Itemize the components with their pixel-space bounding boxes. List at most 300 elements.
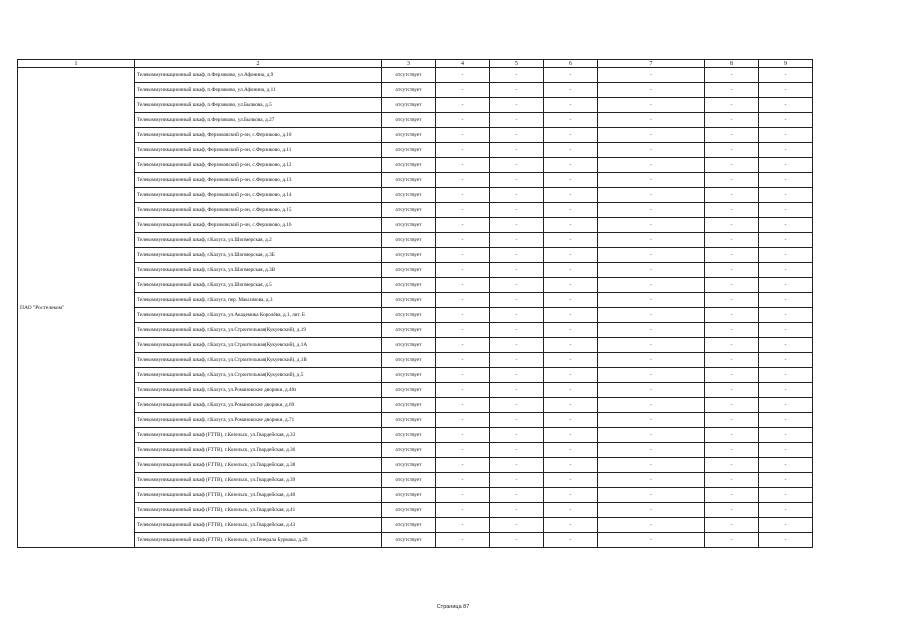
value-cell-col4: - [436,338,490,353]
status-cell: отсутствует [382,518,436,533]
value-cell-col5: - [490,68,544,83]
value-cell-col7: - [598,263,705,278]
value-cell-col5: - [490,338,544,353]
object-name-cell: Телекоммуникационный шкаф, г.Калуга, ул.Романовские дворики, д.40з [135,383,382,398]
value-cell-col4: - [436,218,490,233]
value-cell-col6: - [544,443,598,458]
status-cell: отсутствует [382,83,436,98]
status-cell: отсутствует [382,413,436,428]
value-cell-col7: - [598,173,705,188]
value-cell-col4: - [436,518,490,533]
status-cell: отсутствует [382,458,436,473]
value-cell-col8: - [705,368,759,383]
object-name-cell: Телекоммуникационный шкаф, г.Калуга, ул.Романовские дворики, д.69 [135,398,382,413]
table-row [18,158,813,173]
table-body [18,68,813,548]
value-cell-col5: - [490,398,544,413]
column-header-6: 6 [544,60,598,68]
object-name-cell: Телекоммуникационный шкаф, п.Ферзиково, ул.Бычкова, д.27 [135,113,382,128]
value-cell-col9: - [759,533,813,548]
value-cell-col6: - [544,263,598,278]
value-cell-col5: - [490,413,544,428]
value-cell-col7: - [598,188,705,203]
value-cell-col7: - [598,83,705,98]
value-cell-col9: - [759,188,813,203]
value-cell-col6: - [544,338,598,353]
value-cell-col8: - [705,128,759,143]
value-cell-col6: - [544,398,598,413]
value-cell-col7: - [598,98,705,113]
value-cell-col5: - [490,188,544,203]
status-cell: отсутствует [382,323,436,338]
table-row [18,263,813,278]
value-cell-col8: - [705,338,759,353]
status-cell: отсутствует [382,533,436,548]
value-cell-col9: - [759,428,813,443]
value-cell-col5: - [490,83,544,98]
value-cell-col9: - [759,68,813,83]
organization-cell: ПАО "Ростелеком" [18,68,135,548]
table-row [18,428,813,443]
status-cell: отсутствует [382,383,436,398]
value-cell-col7: - [598,158,705,173]
value-cell-col5: - [490,308,544,323]
table-row [18,128,813,143]
value-cell-col9: - [759,248,813,263]
value-cell-col4: - [436,473,490,488]
value-cell-col4: - [436,398,490,413]
value-cell-col9: - [759,263,813,278]
value-cell-col4: - [436,488,490,503]
table-row [18,503,813,518]
value-cell-col7: - [598,143,705,158]
object-name-cell: Телекоммуникационный шкаф (FTTB), г.Козельск, ул.Гвардейская, д.38 [135,458,382,473]
status-cell: отсутствует [382,308,436,323]
table-row [18,458,813,473]
object-name-cell: Телекоммуникационный шкаф, Ферзиковский р-он, с.Ферзиково, д.10 [135,128,382,143]
value-cell-col5: - [490,323,544,338]
table-row [18,413,813,428]
value-cell-col5: - [490,143,544,158]
table-row [18,473,813,488]
table-row [18,443,813,458]
object-name-cell: Телекоммуникационный шкаф (FTTB), г.Козельск, ул.Генерала Бурмака, д.20 [135,533,382,548]
value-cell-col4: - [436,128,490,143]
value-cell-col4: - [436,173,490,188]
value-cell-col4: - [436,353,490,368]
object-name-cell: Телекоммуникационный шкаф, г.Калуга, ул.Шопмерская, д.3В [135,263,382,278]
value-cell-col4: - [436,113,490,128]
status-cell: отсутствует [382,68,436,83]
value-cell-col7: - [598,503,705,518]
status-cell: отсутствует [382,233,436,248]
object-name-cell: Телекоммуникационный шкаф, г.Калуга, ул.Романовские дворики, д.71 [135,413,382,428]
value-cell-col5: - [490,503,544,518]
value-cell-col7: - [598,338,705,353]
value-cell-col6: - [544,83,598,98]
value-cell-col7: - [598,293,705,308]
status-cell: отсутствует [382,203,436,218]
value-cell-col6: - [544,113,598,128]
table-row [18,143,813,158]
value-cell-col7: - [598,428,705,443]
value-cell-col8: - [705,473,759,488]
table-row [18,518,813,533]
value-cell-col7: - [598,248,705,263]
value-cell-col6: - [544,203,598,218]
table-row [18,488,813,503]
value-cell-col9: - [759,503,813,518]
object-name-cell: Телекоммуникационный шкаф, г.Калуга, ул.Строительная(Кукуевский), д.5 [135,368,382,383]
status-cell: отсутствует [382,338,436,353]
value-cell-col8: - [705,233,759,248]
value-cell-col8: - [705,383,759,398]
value-cell-col4: - [436,308,490,323]
value-cell-col4: - [436,158,490,173]
value-cell-col9: - [759,338,813,353]
value-cell-col4: - [436,368,490,383]
value-cell-col9: - [759,113,813,128]
value-cell-col5: - [490,98,544,113]
value-cell-col6: - [544,98,598,113]
object-name-cell: Телекоммуникационный шкаф, г.Калуга, ул.Шопмерская, д.3Б [135,248,382,263]
object-name-cell: Телекоммуникационный шкаф, г.Калуга, ул.Шопмерская, д.2 [135,233,382,248]
object-name-cell: Телекоммуникационный шкаф, п.Ферзиково, ул.Афонина, д.9 [135,68,382,83]
value-cell-col6: - [544,173,598,188]
value-cell-col9: - [759,443,813,458]
value-cell-col6: - [544,143,598,158]
status-cell: отсутствует [382,278,436,293]
value-cell-col9: - [759,203,813,218]
table-row [18,173,813,188]
table-row [18,98,813,113]
status-cell: отсутствует [382,248,436,263]
value-cell-col9: - [759,83,813,98]
table-row [18,533,813,548]
value-cell-col5: - [490,218,544,233]
value-cell-col9: - [759,458,813,473]
value-cell-col7: - [598,413,705,428]
table-row [18,398,813,413]
status-cell: отсутствует [382,143,436,158]
table-row [18,188,813,203]
value-cell-col7: - [598,128,705,143]
value-cell-col8: - [705,83,759,98]
column-header-7: 7 [598,60,705,68]
value-cell-col6: - [544,323,598,338]
status-cell: отсутствует [382,158,436,173]
table-row [18,68,813,83]
table-row [18,323,813,338]
value-cell-col9: - [759,353,813,368]
value-cell-col6: - [544,218,598,233]
status-cell: отсутствует [382,293,436,308]
object-name-cell: Телекоммуникационный шкаф, г.Калуга, ул.Шопмерская, д.5 [135,278,382,293]
value-cell-col5: - [490,293,544,308]
object-name-cell: Телекоммуникационный шкаф, г.Калуга, ул.Академика Королёва, д.1, лит. Б [135,308,382,323]
value-cell-col6: - [544,533,598,548]
object-name-cell: Телекоммуникационный шкаф (FTTB), г.Козельск, ул.Гвардейская, д.36 [135,443,382,458]
status-cell: отсутствует [382,368,436,383]
value-cell-col4: - [436,263,490,278]
object-name-cell: Телекоммуникационный шкаф, г.Калуга, пер. Максимова, д.3 [135,293,382,308]
object-name-cell: Телекоммуникационный шкаф, г.Калуга, ул.Строительная(Кукуевский), д.19 [135,323,382,338]
value-cell-col5: - [490,458,544,473]
value-cell-col9: - [759,518,813,533]
column-header-4: 4 [436,60,490,68]
value-cell-col8: - [705,278,759,293]
value-cell-col4: - [436,233,490,248]
value-cell-col6: - [544,353,598,368]
value-cell-col6: - [544,518,598,533]
table-row [18,338,813,353]
value-cell-col7: - [598,323,705,338]
value-cell-col6: - [544,413,598,428]
value-cell-col7: - [598,443,705,458]
value-cell-col7: - [598,473,705,488]
value-cell-col8: - [705,488,759,503]
value-cell-col8: - [705,113,759,128]
value-cell-col7: - [598,488,705,503]
value-cell-col5: - [490,113,544,128]
value-cell-col5: - [490,203,544,218]
status-cell: отсутствует [382,113,436,128]
value-cell-col6: - [544,293,598,308]
value-cell-col5: - [490,128,544,143]
value-cell-col4: - [436,428,490,443]
value-cell-col9: - [759,233,813,248]
status-cell: отсутствует [382,353,436,368]
value-cell-col6: - [544,68,598,83]
value-cell-col4: - [436,278,490,293]
value-cell-col7: - [598,458,705,473]
column-header-5: 5 [490,60,544,68]
value-cell-col7: - [598,518,705,533]
status-cell: отсутствует [382,488,436,503]
value-cell-col4: - [436,413,490,428]
value-cell-col9: - [759,308,813,323]
table-row [18,233,813,248]
value-cell-col6: - [544,473,598,488]
value-cell-col7: - [598,533,705,548]
column-header-2: 2 [135,60,382,68]
value-cell-col5: - [490,263,544,278]
object-name-cell: Телекоммуникационный шкаф, Ферзиковский р-он, с.Ферзиково, д.14 [135,188,382,203]
value-cell-col7: - [598,68,705,83]
value-cell-col9: - [759,173,813,188]
object-name-cell: Телекоммуникационный шкаф, Ферзиковский р-он, с.Ферзиково, д.11 [135,143,382,158]
value-cell-col4: - [436,533,490,548]
status-cell: отсутствует [382,428,436,443]
status-cell: отсутствует [382,188,436,203]
table-row [18,353,813,368]
value-cell-col4: - [436,323,490,338]
value-cell-col6: - [544,188,598,203]
value-cell-col5: - [490,473,544,488]
value-cell-col5: - [490,443,544,458]
value-cell-col9: - [759,368,813,383]
value-cell-col6: - [544,503,598,518]
value-cell-col8: - [705,188,759,203]
table-row [18,203,813,218]
value-cell-col9: - [759,413,813,428]
value-cell-col5: - [490,518,544,533]
value-cell-col4: - [436,248,490,263]
value-cell-col6: - [544,428,598,443]
value-cell-col8: - [705,353,759,368]
status-cell: отсутствует [382,128,436,143]
value-cell-col8: - [705,308,759,323]
table-row [18,308,813,323]
value-cell-col6: - [544,308,598,323]
value-cell-col7: - [598,398,705,413]
value-cell-col8: - [705,173,759,188]
value-cell-col6: - [544,383,598,398]
value-cell-col5: - [490,173,544,188]
value-cell-col4: - [436,188,490,203]
value-cell-col6: - [544,128,598,143]
status-cell: отсутствует [382,443,436,458]
object-name-cell: Телекоммуникационный шкаф (FTTB), г.Козельск, ул.Гвардейская, д.41 [135,503,382,518]
value-cell-col9: - [759,323,813,338]
value-cell-col9: - [759,218,813,233]
object-name-cell: Телекоммуникационный шкаф (FTTB), г.Козельск, ул.Гвардейская, д.40 [135,488,382,503]
table-row [18,383,813,398]
value-cell-col8: - [705,218,759,233]
value-cell-col8: - [705,458,759,473]
object-name-cell: Телекоммуникационный шкаф, Ферзиковский р-он, с.Ферзиково, д.12 [135,158,382,173]
object-name-cell: Телекоммуникационный шкаф, г.Калуга, ул.Строительная(Кукуевский), д.1А [135,338,382,353]
value-cell-col7: - [598,113,705,128]
value-cell-col8: - [705,323,759,338]
column-header-9: 9 [759,60,813,68]
status-cell: отсутствует [382,98,436,113]
object-name-cell: Телекоммуникационный шкаф, п.Ферзиково, ул.Бычкова, д.5 [135,98,382,113]
value-cell-col9: - [759,473,813,488]
registry-table [17,59,813,548]
value-cell-col5: - [490,383,544,398]
value-cell-col9: - [759,98,813,113]
table-row [18,218,813,233]
table-row [18,278,813,293]
value-cell-col5: - [490,158,544,173]
column-header-3: 3 [382,60,436,68]
column-header-8: 8 [705,60,759,68]
value-cell-col8: - [705,398,759,413]
value-cell-col8: - [705,143,759,158]
column-header-1: 1 [18,60,135,68]
value-cell-col8: - [705,533,759,548]
status-cell: отсутствует [382,398,436,413]
value-cell-col4: - [436,443,490,458]
table-row [18,293,813,308]
value-cell-col4: - [436,383,490,398]
object-name-cell: Телекоммуникационный шкаф, Ферзиковский р-он, с.Ферзиково, д.15 [135,203,382,218]
value-cell-col8: - [705,503,759,518]
value-cell-col5: - [490,353,544,368]
value-cell-col5: - [490,278,544,293]
value-cell-col6: - [544,458,598,473]
value-cell-col5: - [490,488,544,503]
value-cell-col5: - [490,368,544,383]
value-cell-col8: - [705,68,759,83]
value-cell-col6: - [544,248,598,263]
status-cell: отсутствует [382,503,436,518]
value-cell-col8: - [705,293,759,308]
table-row [18,83,813,98]
value-cell-col4: - [436,143,490,158]
value-cell-col8: - [705,413,759,428]
value-cell-col8: - [705,518,759,533]
value-cell-col6: - [544,278,598,293]
table-row [18,113,813,128]
page-number: Страница 87 [436,604,470,610]
value-cell-col7: - [598,203,705,218]
value-cell-col8: - [705,443,759,458]
value-cell-col8: - [705,203,759,218]
value-cell-col7: - [598,308,705,323]
value-cell-col6: - [544,368,598,383]
value-cell-col7: - [598,233,705,248]
value-cell-col9: - [759,383,813,398]
status-cell: отсутствует [382,473,436,488]
table-row [18,368,813,383]
object-name-cell: Телекоммуникационный шкаф (FTTB), г.Козельск, ул.Гвардейская, д.39 [135,473,382,488]
value-cell-col7: - [598,218,705,233]
value-cell-col5: - [490,248,544,263]
value-cell-col4: - [436,503,490,518]
status-cell: отсутствует [382,173,436,188]
object-name-cell: Телекоммуникационный шкаф, Ферзиковский р-он, с.Ферзиково, д.13 [135,173,382,188]
value-cell-col8: - [705,263,759,278]
value-cell-col7: - [598,368,705,383]
value-cell-col6: - [544,233,598,248]
value-cell-col5: - [490,428,544,443]
value-cell-col6: - [544,158,598,173]
value-cell-col9: - [759,143,813,158]
value-cell-col7: - [598,383,705,398]
value-cell-col4: - [436,203,490,218]
value-cell-col7: - [598,278,705,293]
header-row [18,60,813,68]
value-cell-col4: - [436,98,490,113]
value-cell-col9: - [759,158,813,173]
object-name-cell: Телекоммуникационный шкаф (FTTB), г.Козельск, ул.Гвардейская, д.33 [135,428,382,443]
value-cell-col4: - [436,83,490,98]
object-name-cell: Телекоммуникационный шкаф, Ферзиковский р-он, с.Ферзиково, д.16 [135,218,382,233]
value-cell-col8: - [705,158,759,173]
object-name-cell: Телекоммуникационный шкаф, п.Ферзиково, ул.Афонина, д.11 [135,83,382,98]
value-cell-col6: - [544,488,598,503]
value-cell-col8: - [705,248,759,263]
value-cell-col9: - [759,488,813,503]
value-cell-col4: - [436,68,490,83]
value-cell-col9: - [759,128,813,143]
value-cell-col9: - [759,293,813,308]
value-cell-col9: - [759,278,813,293]
value-cell-col5: - [490,233,544,248]
value-cell-col7: - [598,353,705,368]
value-cell-col8: - [705,98,759,113]
value-cell-col8: - [705,428,759,443]
status-cell: отсутствует [382,218,436,233]
object-name-cell: Телекоммуникационный шкаф, г.Калуга, ул.Строительная(Кукуевский), д.1В [135,353,382,368]
value-cell-col5: - [490,533,544,548]
status-cell: отсутствует [382,263,436,278]
object-name-cell: Телекоммуникационный шкаф (FTTB), г.Козельск, ул.Гвардейская, д.43 [135,518,382,533]
value-cell-col4: - [436,458,490,473]
value-cell-col4: - [436,293,490,308]
